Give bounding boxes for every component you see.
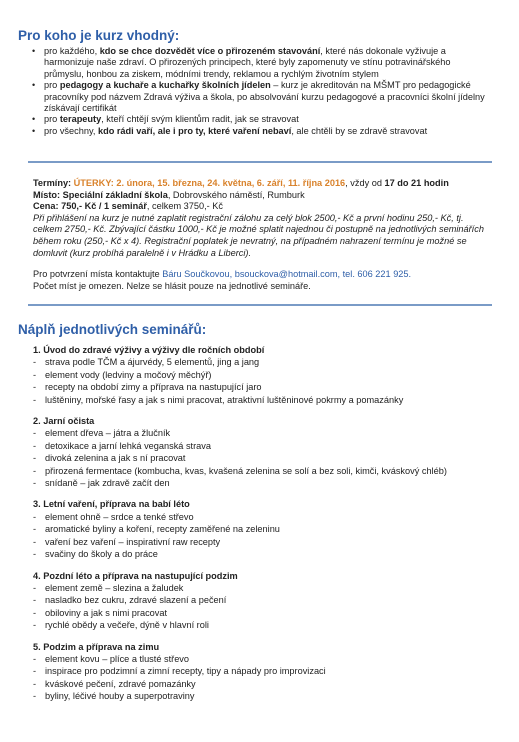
item-text: snídaně – jak zdravě začít den [45, 478, 170, 489]
item-text: strava podle TČM a ájurvédy, 5 elementů, jing a jang [45, 357, 260, 368]
list-item [33, 369, 493, 381]
terms-time: 17 do 21 hodin [384, 178, 449, 188]
item-text: element ohně – srdce a tenké střevo [45, 511, 194, 522]
bullet-text: , kteří chtějí svým klientům radit, jak se stravovat [101, 114, 299, 125]
list-item [33, 381, 493, 393]
list-item [33, 427, 493, 439]
place-name: Speciální základní škola [62, 189, 168, 200]
dash-icon: - [33, 653, 37, 664]
bullet-emphasis: terapeuty [59, 114, 102, 125]
item-text: nasladko bez cukru, zdravé slazení a pečení [45, 595, 227, 606]
target-group-list [30, 46, 490, 137]
bullet-text: , ale chtěli by se zdravě stravovat [291, 125, 428, 136]
price-label: Cena: [33, 201, 62, 212]
dash-icon: - [33, 394, 37, 405]
item-text: aromatické byliny a koření, recepty zaměřené na zeleninu [45, 524, 280, 535]
item-text: divoká zelenina a jak s ní pracovat [45, 453, 186, 464]
list-item [33, 582, 493, 594]
dash-icon: - [33, 691, 37, 702]
dash-icon: - [33, 357, 37, 368]
dash-icon: - [33, 440, 37, 451]
terms-text: , vždy od [345, 178, 385, 188]
list-item [33, 523, 493, 535]
bullet-text: – kurz je akreditován na MŠMT pro pedagogické pracovníky pod názvem Zdravá výživa a škola, po absolvování kurzu pedagogové a pracovníci školní jídelny získávají certifikát [44, 80, 485, 114]
item-text: detoxikace a jarní lehká veganská strava [45, 440, 211, 451]
list-item [33, 356, 493, 368]
terms-line [33, 178, 493, 190]
price-per-seminar: 750,- Kč / 1 seminář [61, 201, 147, 212]
list-item [30, 126, 490, 137]
item-text: kváskové pečení, zdravé pomazánky [45, 678, 196, 689]
seminar-title: 2. Jarní očista [33, 416, 95, 427]
dash-icon: - [33, 607, 37, 618]
contact-email-link[interactable]: Báru Součkovou, bsouckova@hotmail.com [162, 269, 338, 280]
seminar-list [33, 344, 493, 712]
dash-icon: - [33, 369, 37, 380]
list-item [30, 46, 490, 80]
item-text: inspirace pro podzimní a zimní recepty, tipy a nápady pro improvizaci [45, 666, 326, 677]
list-item [33, 511, 493, 523]
contact-phone: , tel. 606 221 925. [337, 269, 412, 280]
dash-icon: - [33, 382, 37, 393]
payment-note: Při přihlášení na kurz je nutné zaplatit registrační zálohu za celý blok 2500,- Kč a první hodinu 250,- Kč, tj. celkem 2750,- Kč. Zbývající částku 1000,- Kč je možné splatit najednou či postupně na jednotlivých seminářích během roku (250,- Kč x 4). Registrační poplatek je nevratný, na případném nahrazení termínu je možné se domluvit (kurz probíhá paralelně i v Hrádku a Liberci). [33, 212, 484, 258]
item-text: element dřeva – játra a žlučník [45, 428, 171, 439]
bullet-icon: • [32, 125, 36, 136]
list-item [33, 594, 493, 606]
list-item [33, 653, 493, 665]
place-address: , Dobrovského náměstí, Rumburk [167, 189, 305, 200]
item-text: vaření bez vaření – inspirativní raw recepty [45, 536, 221, 547]
place-line [33, 190, 493, 202]
seminar-block [33, 570, 493, 632]
section-divider [28, 304, 492, 306]
list-item [33, 536, 493, 548]
list-item [33, 440, 493, 452]
section-divider [28, 161, 492, 163]
seminar-block [33, 498, 493, 560]
section-heading-target-group: Pro koho je kurz vhodný: [18, 28, 180, 43]
bullet-text: , které nás dokonale vyživuje a harmonizuje naše zdraví. O přirozených principech, které byly zapomenuty ve stínu potravinářského průmyslu, honbou za ziskem, módními trendy, reklamou a rychlým životním stylem [44, 46, 451, 79]
course-info [33, 178, 493, 292]
capacity-note: Počet míst je omezen. Nelze se hlásit pouze na jednotlivé semináře. [33, 280, 311, 291]
bullet-text: pro každého, [44, 46, 100, 56]
dash-icon: - [33, 620, 37, 631]
contact-text: Pro potvrzení místa kontaktujte [33, 269, 163, 280]
section-heading-seminars: Náplň jednotlivých seminářů: [18, 322, 207, 337]
list-item [33, 477, 493, 489]
seminar-block [33, 344, 493, 406]
dash-icon: - [33, 549, 37, 560]
terms-label: Termíny: [33, 178, 74, 188]
contact-line [33, 269, 493, 281]
list-item [33, 665, 493, 677]
dash-icon: - [33, 511, 37, 522]
bullet-text: pro všechny, [44, 125, 98, 136]
bullet-emphasis: kdo se chce dozvědět více o přirozeném stavování [99, 46, 321, 56]
bullet-icon: • [32, 80, 36, 91]
list-item [30, 114, 490, 125]
seminar-title: 3. Letní vaření, příprava na babí léto [33, 499, 190, 510]
item-text: obiloviny a jak s nimi pracovat [45, 607, 168, 618]
dash-icon: - [33, 524, 37, 535]
seminar-title: 4. Pozdní léto a příprava na nastupující podzim [33, 570, 238, 581]
price-line [33, 201, 493, 213]
bullet-text: pro [44, 80, 60, 91]
place-label: Místo: [33, 189, 63, 200]
item-text: svačiny do školy a do práce [45, 549, 158, 560]
dash-icon: - [33, 666, 37, 677]
dash-icon: - [33, 595, 37, 606]
list-item [33, 678, 493, 690]
list-item [33, 548, 493, 560]
dash-icon: - [33, 582, 37, 593]
item-text: element země – slezina a žaludek [45, 582, 184, 593]
bullet-emphasis: pedagogy a kuchaře a kuchařky školních jídelen [59, 80, 271, 91]
list-item [33, 607, 493, 619]
bullet-emphasis: kdo rádi vaří, ale i pro ty, které vaření nebaví [97, 125, 292, 136]
list-item [30, 80, 490, 114]
list-item [33, 619, 493, 631]
item-text: element kovu – plíce a tlusté střevo [45, 653, 190, 664]
bullet-text: pro [44, 114, 60, 125]
item-text: recepty na období zimy a příprava na nastupující jaro [45, 382, 262, 393]
bullet-icon: • [32, 46, 36, 56]
list-item [33, 690, 493, 702]
dash-icon: - [33, 678, 37, 689]
item-text: luštěniny, mořské řasy a jak s nimi pracovat, atraktivní luštěninové pokrmy a pomazánky [45, 394, 404, 405]
seminar-block [33, 641, 493, 703]
dash-icon: - [33, 536, 37, 547]
seminar-block [33, 415, 493, 489]
seminar-title: 5. Podzim a příprava na zimu [33, 641, 160, 652]
terms-dates: ÚTERKY: 2. února, 15. března, 24. května, 6. září, 11. října 2016 [73, 178, 346, 188]
list-item [33, 394, 493, 406]
list-item [33, 465, 493, 477]
item-text: přirozená fermentace (kombucha, kvas, kvašená zelenina se solí a bez soli, kimči, kváskový chléb) [45, 465, 447, 476]
item-text: element vody (ledviny a močový měchýř) [45, 369, 212, 380]
list-item [33, 452, 493, 464]
dash-icon: - [33, 453, 37, 464]
dash-icon: - [33, 428, 37, 439]
price-total: , celkem 3750,- Kč [146, 201, 223, 212]
dash-icon: - [33, 478, 37, 489]
bullet-icon: • [32, 114, 36, 125]
dash-icon: - [33, 465, 37, 476]
item-text: byliny, léčivé houby a superpotraviny [45, 691, 195, 702]
item-text: rychlé obědy a večeře, dýně v hlavní roli [45, 620, 209, 631]
seminar-title: 1. Úvod do zdravé výživy a výživy dle ročních období [33, 345, 265, 355]
